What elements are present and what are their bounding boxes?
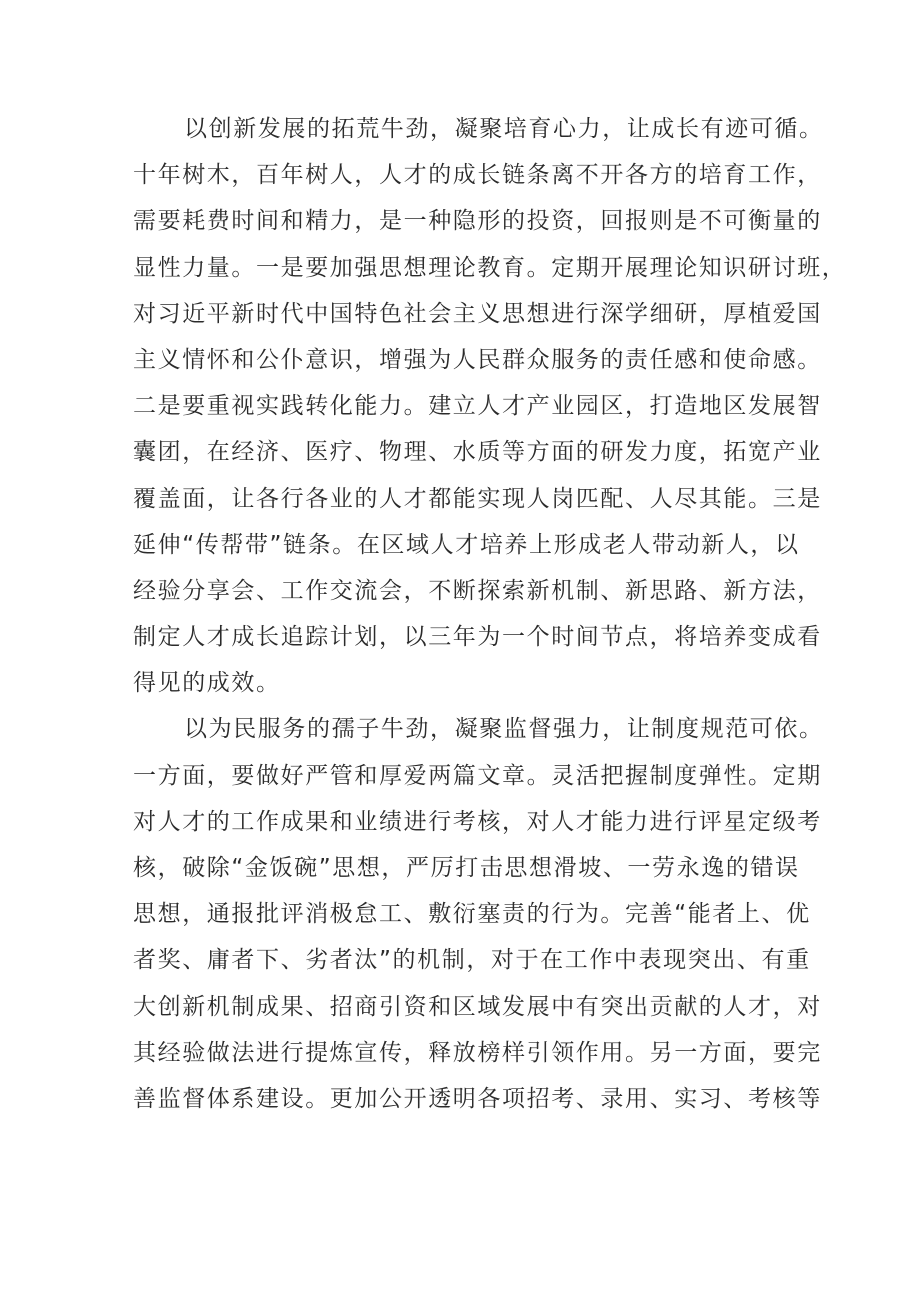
paragraph-line: 一方面，要做好严管和厚爱两篇文章。灵活把握制度弹性。定期 <box>133 762 822 789</box>
paragraph-line: 思想，通报批评消极怠工、敷衍塞责的行为。完善“能者上、优 <box>133 901 811 928</box>
paragraph-line: 主义情怀和公仆意识，增强为人民群众服务的责任感和使命感。 <box>133 346 822 373</box>
paragraph-line: 制定人才成长追踪计划，以三年为一个时间节点，将培养变成看 <box>133 624 822 651</box>
paragraph-line: 大创新机制成果、招商引资和区域发展中有突出贡献的人才，对 <box>133 993 822 1020</box>
paragraph-line: 需要耗费时间和精力，是一种隐形的投资，回报则是不可衡量的 <box>133 208 822 235</box>
paragraph-line: 对习近平新时代中国特色社会主义思想进行深学细研，厚植爱国 <box>133 300 822 327</box>
paragraph-line: 者奖、庸者下、劣者汰”的机制，对于在工作中表现突出、有重 <box>133 947 811 974</box>
paragraph-line: 囊团，在经济、医疗、物理、水质等方面的研发力度，拓宽产业 <box>133 439 822 466</box>
paragraph-talent-cultivation <box>133 106 847 706</box>
paragraph-line: 延伸“传帮带”链条。在区域人才培养上形成老人带动新人，以 <box>133 531 800 558</box>
paragraph-line: 对人才的工作成果和业绩进行考核，对人才能力进行评星定级考 <box>133 808 822 835</box>
paragraph-line: 二是要重视实践转化能力。建立人才产业园区，打造地区发展智 <box>133 393 822 420</box>
paragraph-line: 覆盖面，让各行各业的人才都能实现人岗匹配、人尽其能。三是 <box>133 485 822 512</box>
paragraph-line: 核，破除“金饭碗”思想，严厉打击思想滑坡、一劳永逸的错误 <box>133 855 800 881</box>
paragraph-line: 以创新发展的拓荒牛劲，凝聚培育心力，让成长有迹可循。 <box>184 116 824 142</box>
paragraph-line: 显性力量。一是要加强思想理论教育。定期开展理论知识研讨班， <box>133 254 847 281</box>
document-body <box>133 106 847 1122</box>
paragraph-line: 得见的成效。 <box>133 670 281 697</box>
paragraph-line: 其经验做法进行提炼宣传，释放榜样引领作用。另一方面，要完 <box>133 1039 822 1066</box>
paragraph-line: 经验分享会、工作交流会，不断探索新机制、新思路、新方法， <box>133 577 822 604</box>
paragraph-line: 十年树木，百年树人，人才的成长链条离不开各方的培育工作， <box>133 162 822 189</box>
paragraph-line: 以为民服务的孺子牛劲，凝聚监督强力，让制度规范可依。 <box>184 716 824 743</box>
paragraph-line: 善监督体系建设。更加公开透明各项招考、录用、实习、考核等 <box>133 1085 822 1112</box>
paragraph-supervision <box>133 706 824 1122</box>
